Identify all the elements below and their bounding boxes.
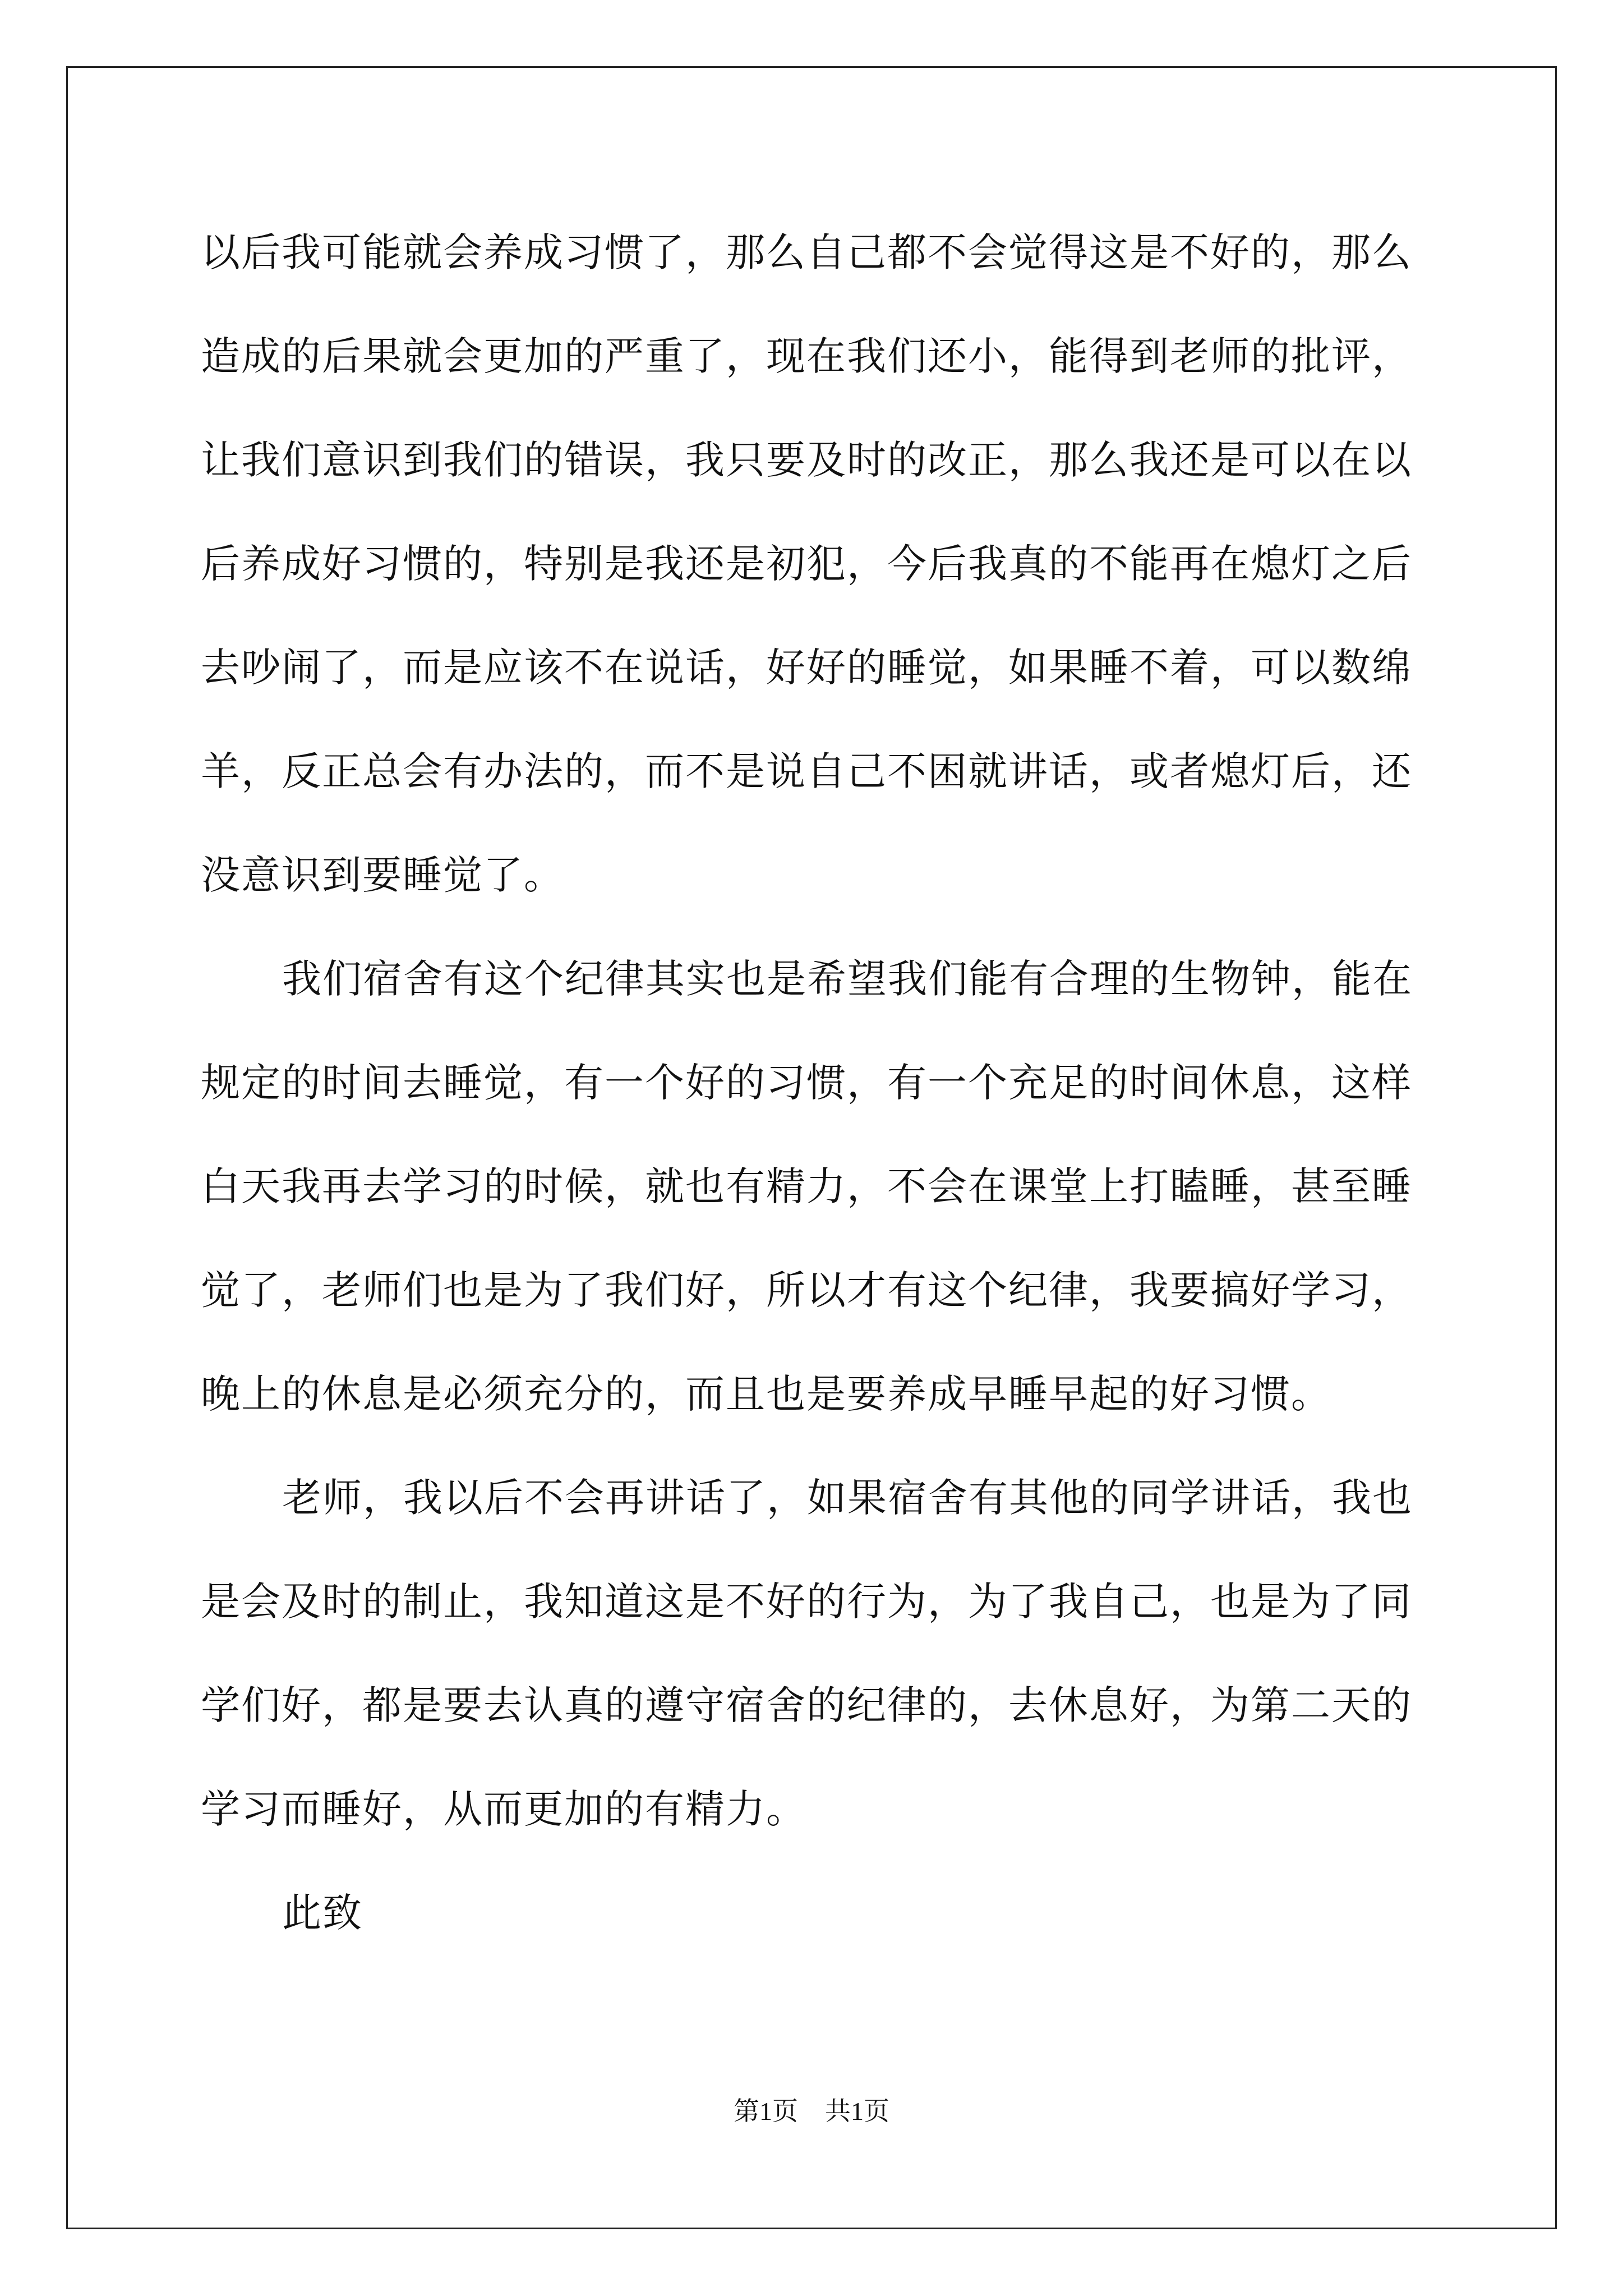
text-line: 白天我再去学习的时候，就也有精力，不会在课堂上打瞌睡，甚至睡 — [201, 1163, 1412, 1209]
page-footer — [0, 2091, 1623, 2128]
page-number: 第1页 — [734, 2097, 798, 2125]
closing-salutation: 此致 — [282, 1890, 363, 1936]
text-line: 老师，我以后不会再讲话了，如果宿舍有其他的同学讲话，我也 — [282, 1475, 1413, 1521]
text-line: 后养成好习惯的，特别是我还是初犯，今后我真的不能再在熄灯之后 — [201, 541, 1412, 587]
text-line: 学习而睡好，从而更加的有精力。 — [201, 1786, 806, 1832]
text-line: 我们宿舍有这个纪律其实也是希望我们能有合理的生物钟，能在 — [282, 956, 1413, 1002]
text-line: 觉了，老师们也是为了我们好，所以才有这个纪律，我要搞好学习， — [201, 1267, 1412, 1313]
text-line: 去吵闹了，而是应该不在说话，好好的睡觉，如果睡不着，可以数绵 — [201, 645, 1412, 691]
text-line: 让我们意识到我们的错误，我只要及时的改正，那么我还是可以在以 — [201, 437, 1412, 483]
text-line: 规定的时间去睡觉，有一个好的习惯，有一个充足的时间休息，这样 — [201, 1060, 1412, 1106]
text-line: 是会及时的制止，我知道这是不好的行为，为了我自己，也是为了同 — [201, 1579, 1412, 1625]
text-line: 造成的后果就会更加的严重了，现在我们还小，能得到老师的批评， — [201, 333, 1412, 379]
document-body — [201, 216, 1423, 1980]
text-line: 以后我可能就会养成习惯了，那么自己都不会觉得这是不好的，那么 — [201, 229, 1412, 275]
text-line: 学们好，都是要去认真的遵守宿舍的纪律的，去休息好，为第二天的 — [201, 1682, 1412, 1728]
text-line: 羊，反正总会有办法的，而不是说自己不困就讲话，或者熄灯后，还 — [201, 748, 1412, 794]
text-line: 没意识到要睡觉了。 — [201, 852, 564, 898]
text-line: 晚上的休息是必须充分的，而且也是要养成早睡早起的好习惯。 — [201, 1371, 1331, 1417]
page-total: 共1页 — [825, 2097, 889, 2125]
